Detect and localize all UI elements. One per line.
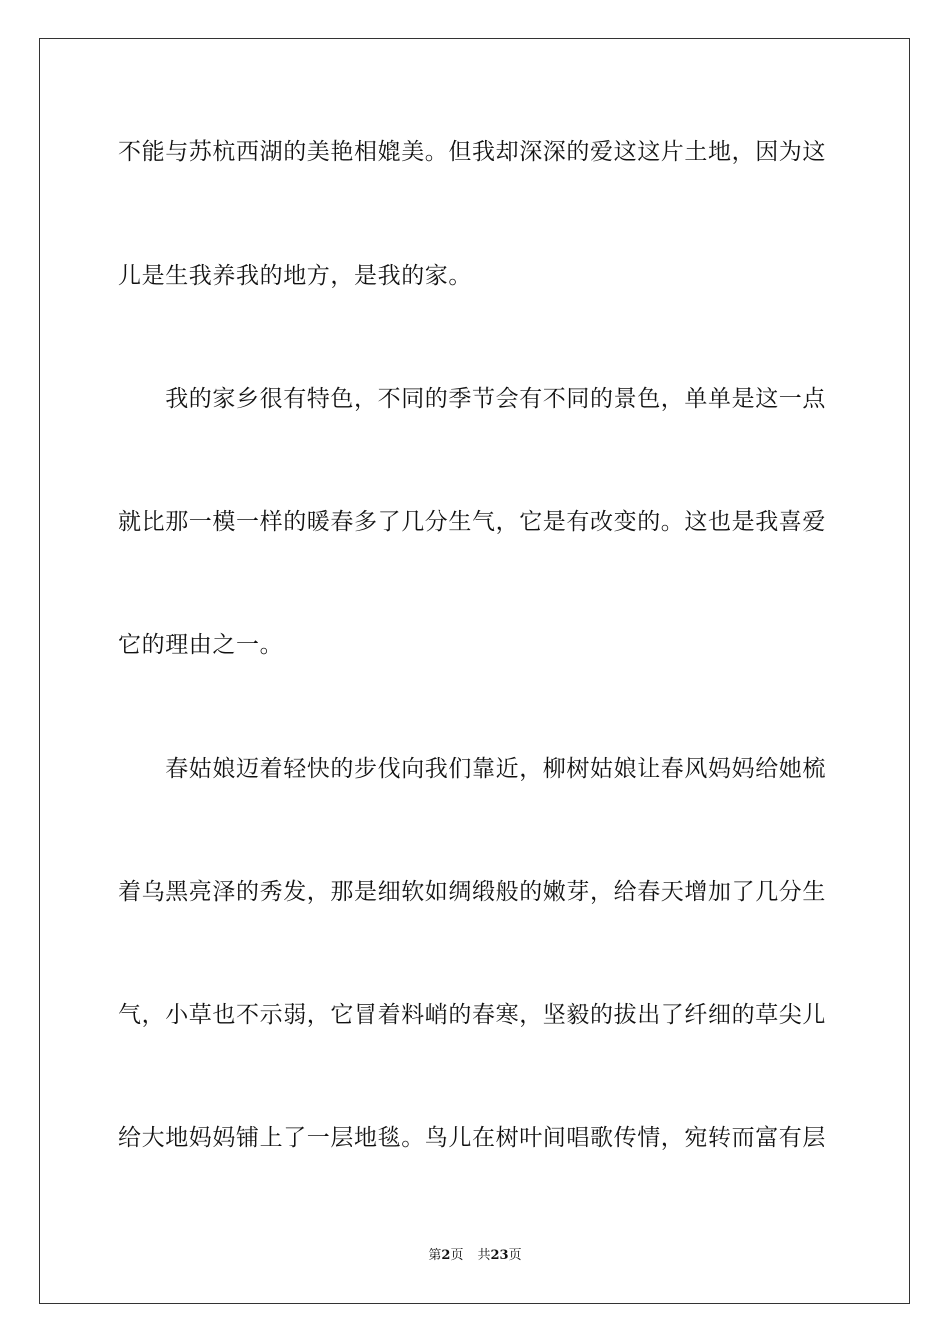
text-line: 它的理由之一。 [118, 632, 284, 658]
page-suffix: 页 [450, 1248, 464, 1263]
page-prefix: 第 [428, 1248, 442, 1263]
page-border [39, 38, 910, 1304]
page-footer [0, 1247, 950, 1265]
text-line: 不能与苏杭西湖的美艳相媲美。但我却深深的爱这这片土地，因为这 [118, 139, 826, 165]
total-pages: 23 [490, 1248, 509, 1263]
text-line: 我的家乡很有特色，不同的季节会有不同的景色，单单是这一点 [118, 386, 826, 412]
text-line: 着乌黑亮泽的秀发，那是细软如绸缎般的嫩芽，给春天增加了几分生 [118, 879, 826, 905]
total-suffix: 页 [508, 1248, 522, 1263]
text-line: 气，小草也不示弱，它冒着料峭的春寒，坚毅的拔出了纤细的草尖儿 [118, 1002, 826, 1028]
text-line: 给大地妈妈铺上了一层地毯。鸟儿在树叶间唱歌传情，宛转而富有层 [118, 1125, 826, 1151]
text-line: 春姑娘迈着轻快的步伐向我们靠近，柳树姑娘让春风妈妈给她梳 [118, 756, 826, 782]
text-line: 就比那一模一样的暖春多了几分生气，它是有改变的。这也是我喜爱 [118, 509, 826, 535]
total-prefix: 共 [477, 1248, 491, 1263]
text-line: 儿是生我养我的地方，是我的家。 [118, 263, 472, 289]
page-number: 2 [441, 1248, 451, 1263]
